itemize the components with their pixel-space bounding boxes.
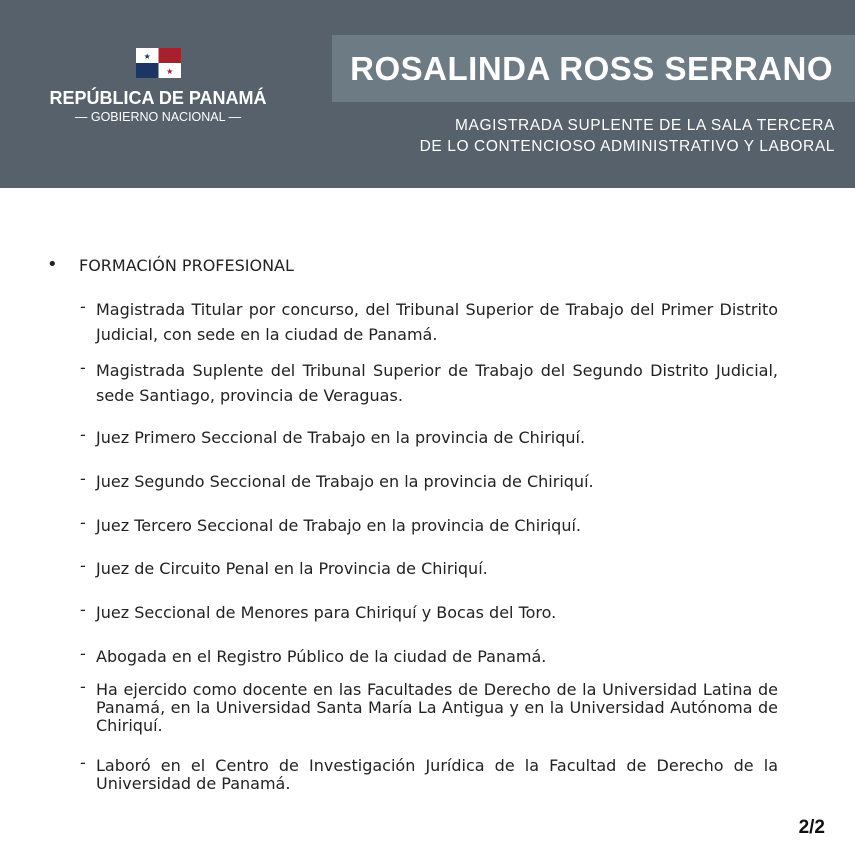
position-line-2: DE LO CONTENCIOSO ADMINISTRATIVO Y LABORAL <box>419 138 835 155</box>
list-item: - Ha ejercido como docente en las Facultades de Derecho de la Universidad Latina de Panamá, en la Universidad Santa María La Antigua y en la Universidad Autónoma de Chiriquí. <box>80 681 778 757</box>
section-title: FORMACIÓN PROFESIONAL <box>79 256 294 275</box>
country-label: REPÚBLICA DE PANAMÁ <box>49 88 267 108</box>
list-item: - Juez Primero Seccional de Trabajo en la provincia de Chiriquí. <box>80 425 778 469</box>
svg-text:★: ★ <box>143 52 151 61</box>
list-item: - Juez Seccional de Menores para Chiriquí y Bocas del Toro. <box>80 600 778 644</box>
bullet-icon: • <box>47 254 58 275</box>
list-item: - Juez de Circuito Penal en la Provincia de Chiriquí. <box>80 556 778 600</box>
position-line-1: MAGISTRADA SUPLENTE DE LA SALA TERCERA <box>455 117 835 134</box>
list-item: - Juez Tercero Seccional de Trabajo en la provincia de Chiriquí. <box>80 513 778 556</box>
name-box <box>332 35 855 102</box>
header-banner <box>0 0 855 188</box>
svg-text:★: ★ <box>166 67 174 76</box>
list-item: - Laboró en el Centro de Investigación Jurídica de la Facultad de Derecho de la Universidad de Panamá. <box>80 757 778 793</box>
list-item: - Juez Segundo Seccional de Trabajo en la provincia de Chiriquí. <box>80 469 778 513</box>
list-item: - Magistrada Titular por concurso, del Tribunal Superior de Trabajo del Primer Distrito Judicial, con sede en la ciudad de Panamá. <box>80 297 778 358</box>
career-list <box>80 297 778 793</box>
panama-flag-icon <box>136 48 181 78</box>
position-title <box>420 115 835 157</box>
government-label: — GOBIERNO NACIONAL — <box>74 110 242 124</box>
page-number: 2/2 <box>798 817 825 838</box>
person-name: ROSALINDA ROSS SERRANO <box>350 49 833 87</box>
list-item: - Abogada en el Registro Público de la ciudad de Panamá. <box>80 644 778 681</box>
list-item: - Magistrada Suplente del Tribunal Superior de Trabajo del Segundo Distrito Judicial, sede Santiago, provincia de Veraguas. <box>80 358 778 425</box>
